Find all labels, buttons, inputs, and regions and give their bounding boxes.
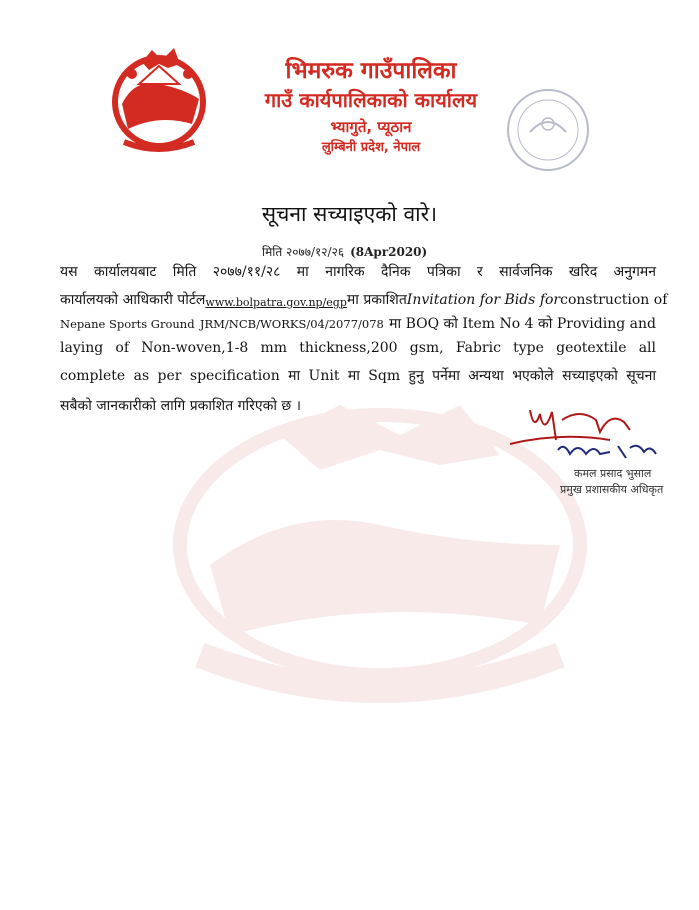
handwritten-signature [500, 402, 680, 464]
body-line-3-b: मा BOQ को Item No 4 को Providing and [389, 316, 656, 332]
office-header [232, 56, 510, 158]
body-line-4: laying of Non-woven,1-8 mm thickness,200 gsm, Fabric type geotextile all [60, 340, 656, 356]
body-line-6: सबैको जानकारीको लागि प्रकाशित गरिएको छ । [60, 398, 301, 414]
notice-title: सूचना सच्याइएको वारे। [261, 202, 438, 226]
office-address-line2: लुम्बिनी प्रदेश, नेपाल [321, 140, 421, 155]
office-subtitle: गाउँ कार्यपालिकाको कार्यालय [264, 88, 478, 112]
signatory-title: प्रमुख प्रशासकीय अधिकृत [560, 483, 664, 496]
body-line-2 [60, 290, 668, 313]
office-address-line1: भ्यागुते, प्यूठान [330, 118, 412, 136]
date-nepali: मिति २०७७/१२/२६ [262, 245, 345, 259]
nepal-emblem-icon [104, 44, 214, 156]
body-line-2-a: कार्यालयको आधिकारी पोर्टल [60, 292, 206, 308]
body-line-2-italic: Invitation for Bids for [406, 292, 561, 308]
office-seal-icon [500, 82, 596, 178]
body-line-3-a: Nepane Sports Ground [60, 317, 195, 331]
notice-date [262, 243, 427, 260]
body-line-2-c: construction of [560, 292, 668, 308]
body-line-2-b: मा प्रकाशित [346, 292, 407, 308]
office-name: भिमरुक गाउँपालिका [285, 58, 457, 84]
body-line-3 [60, 314, 656, 334]
portal-link[interactable]: www.bolpatra.gov.np/egp [205, 296, 347, 309]
body-line-1: यस कार्यालयबाट मिति २०७७/११/२८ मा नागरिक दैनिक पत्रिका र सार्वजनिक खरिद अनुगमन [60, 264, 656, 280]
date-english: (8Apr2020) [350, 245, 428, 259]
signatory-name: कमल प्रसाद भुसाल [574, 467, 652, 480]
body-line-5: complete as per specification मा Unit मा Sqm हुनु पर्नेमा अन्यथा भएकोले सच्याइएको सूचना [60, 368, 656, 384]
contract-code: JRM/NCB/WORKS/04/2077/078 [199, 317, 384, 331]
